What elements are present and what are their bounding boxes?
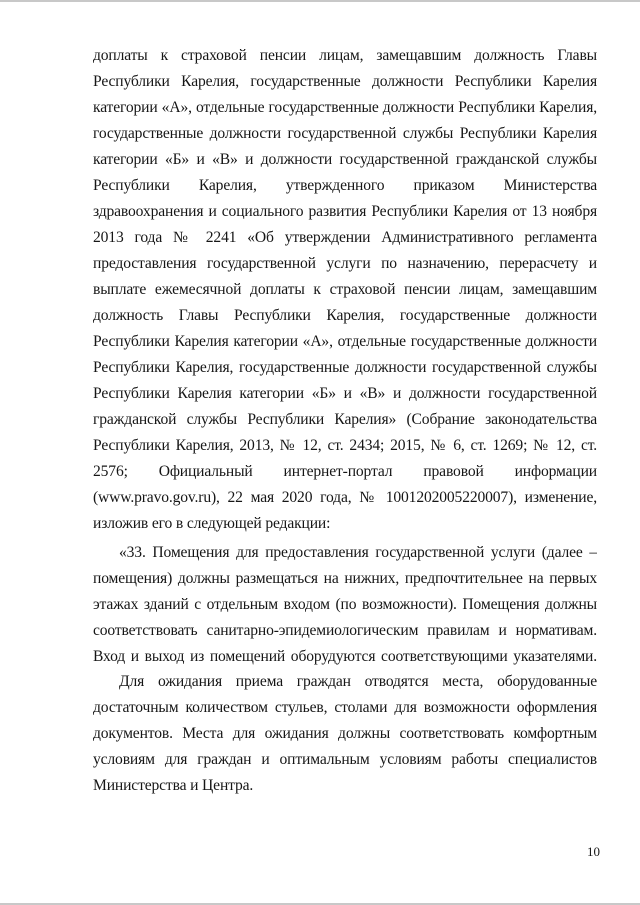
text-line: условиям для граждан и оптимальным условиям работы специалистов xyxy=(93,751,597,768)
text-line: Вход и выход из помещений оборудуются соответствующими указателями. xyxy=(93,648,597,665)
text-line: здравоохранения и социального развития Республики Карелия от 13 ноября xyxy=(93,203,597,220)
text-line: доплаты к страховой пенсии лицам, замещавшим должность Главы xyxy=(93,47,597,64)
text-line: Республики Карелия категории «А», отдельные государственные должности xyxy=(93,333,597,350)
paragraph-amendment-reference xyxy=(93,43,597,537)
scan-edge-top xyxy=(0,0,640,2)
text-line: (www.pravo.gov.ru), 22 мая 2020 года, № 1001202005220007), изменение, xyxy=(93,489,597,506)
text-line: Республики Карелия, 2013, № 12, ст. 2434; 2015, № 6, ст. 1269; № 12, ст. xyxy=(93,437,597,454)
text-line: Республики Карелия категории «Б» и «В» и должности государственной xyxy=(93,385,597,402)
text-line: помещения) должны размещаться на нижних, предпочтительнее на первых xyxy=(93,570,597,587)
text-line: изложив его в следующей редакции: xyxy=(93,515,331,532)
text-line: 2013 года № 2241 «Об утверждении Административного регламента xyxy=(93,229,597,246)
text-line: гражданской службы Республики Карелия» (Собрание законодательства xyxy=(93,411,597,428)
text-line: категории «А», отдельные государственные должности Республики Карелия, xyxy=(93,99,597,116)
text-line: соответствовать санитарно-эпидемиологическим правилам и нормативам. xyxy=(93,622,597,639)
text-line: этажах зданий с отдельным входом (по возможности). Помещения должны xyxy=(93,596,597,613)
text-line: предоставления государственной услуги по назначению, перерасчету и xyxy=(93,255,597,272)
text-line: Республики Карелия, утвержденного приказом Министерства xyxy=(93,177,597,194)
paragraph-waiting-areas xyxy=(93,669,597,799)
text-line: Для ожидания приема граждан отводятся места, оборудованные xyxy=(119,673,597,690)
text-line: «33. Помещения для предоставления государственной услуги (далее – xyxy=(119,544,597,561)
text-line: категории «Б» и «В» и должности государственной гражданской службы xyxy=(93,151,597,168)
page-number: 10 xyxy=(587,844,600,859)
text-line: государственные должности государственной службы Республики Карелия xyxy=(93,125,597,142)
text-line: 2576; Официальный интернет-портал правовой информации xyxy=(93,463,597,480)
text-line: должность Главы Республики Карелия, государственные должности xyxy=(93,307,597,324)
text-line: достаточным количеством стульев, столами для возможности оформления xyxy=(93,699,597,716)
text-line: Республики Карелия, государственные должности государственной службы xyxy=(93,359,597,376)
paragraph-premises-requirements xyxy=(93,540,597,670)
text-line: Республики Карелия, государственные должности Республики Карелия xyxy=(93,73,597,90)
text-line: выплате ежемесячной доплаты к страховой пенсии лицам, замещавшим xyxy=(93,281,597,298)
text-line: документов. Места для ожидания должны соответствовать комфортным xyxy=(93,725,597,742)
text-line: Министерства и Центра. xyxy=(93,777,254,794)
